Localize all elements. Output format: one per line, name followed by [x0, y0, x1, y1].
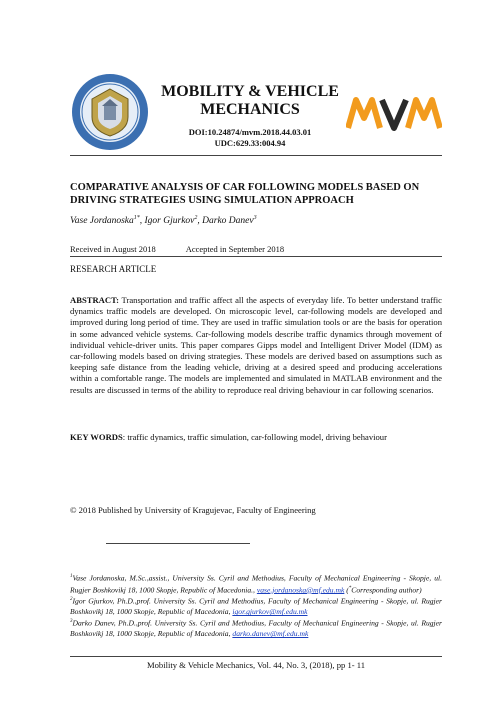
- footnote-marker: 1: [70, 574, 73, 579]
- footnotes: [70, 572, 442, 639]
- keywords-label: KEY WORDS: [70, 432, 123, 442]
- footnote: [70, 617, 442, 639]
- page-footer-citation: Mobility & Vehicle Mechanics, Vol. 44, No. 3, (2018), pp 1- 11: [146, 660, 366, 670]
- author-affiliation: 1*: [133, 215, 140, 221]
- doi-block: [150, 127, 350, 149]
- accepted-date: Accepted in September 2018: [185, 244, 285, 254]
- abstract: [70, 295, 442, 396]
- footnote-marker: 2: [70, 597, 73, 603]
- author-name: Igor Gjurkov: [144, 216, 195, 227]
- article-type: RESEARCH ARTICLE: [70, 264, 157, 274]
- author-email-link[interactable]: darko.danev@mf.edu.mk: [232, 629, 309, 639]
- keywords: [70, 432, 442, 443]
- abstract-label: ABSTRACT:: [70, 295, 120, 305]
- footnote-divider: [106, 543, 250, 544]
- doi: DOI:10.24874/mvm.2018.44.03.01: [188, 127, 312, 137]
- footnote-text-prefix: (: [344, 585, 349, 595]
- author-email-link[interactable]: vase.jordanoska@mf.edu.mk: [256, 585, 345, 595]
- author-separator: ,: [139, 216, 145, 227]
- footer-divider: [70, 656, 442, 657]
- keywords-text: : traffic dynamics, traffic simulation, car-following model, driving behaviour: [122, 432, 387, 442]
- author-email-link[interactable]: igor.gjurkov@mf.edu.mk: [232, 607, 308, 617]
- footnote-text: Darko Danev, Ph.D.,prof. University Ss. Cyril and Methodius, Faculty of Mechanical Engineering - Skopje, ul. Rugjer Boshkovikj 18, 1000 Skopje, Republic of Macedonia,: [70, 618, 442, 639]
- paper-title: COMPARATIVE ANALYSIS OF CAR FOLLOWING MODELS BASED ON DRIVING STRATEGIES USING SIMULATION APPROACH: [70, 182, 420, 206]
- copyright-notice: © 2018 Published by University of Kragujevac, Faculty of Engineering: [70, 505, 316, 515]
- footnote-marker: *: [348, 585, 352, 591]
- author-name: Vase Jordanoska: [70, 216, 134, 227]
- received-date: Received in August 2018: [70, 244, 156, 254]
- author-separator: ,: [197, 216, 203, 227]
- footnote: [70, 595, 442, 617]
- udc: UDC:629.33:004.94: [214, 138, 286, 148]
- footnote-text: Vase Jordanoska, M.Sc.,assist., University Ss. Cyril and Methodius, Faculty of Mechanical Engineering - Skopje, ul. Rugjer Boshkovikj 18, 1000 Skopje, Republic of Macedonia.,: [70, 573, 442, 595]
- author-list: [70, 215, 430, 226]
- university-seal-logo: [70, 72, 150, 152]
- dates-divider: [70, 256, 442, 257]
- footnote-text: Igor Gjurkov, Ph.D.,prof. University Ss. Cyril and Methodius, Faculty of Mechanical Engineering - Skopje, ul. Rugjer Boshkovikj 18, 1000 Skopje, Republic of Macedonia,: [70, 597, 442, 617]
- author-affiliation: 3: [253, 215, 257, 221]
- author-affiliation: 2: [194, 215, 198, 221]
- header-divider: [70, 155, 442, 156]
- publication-dates: [70, 244, 430, 254]
- mvm-logo: [346, 92, 442, 132]
- footnote-text-after: Corresponding author): [351, 585, 422, 595]
- author-name: Darko Danev: [202, 216, 254, 227]
- footnote-marker: 3: [70, 619, 73, 625]
- abstract-text: Transportation and traffic affect all the aspects of everyday life. To better understand traffic dynamics traffic models are developed. On microscopic level, car-following models are developed and improved during long period of time. They are used in traffic simulation tools or are the basis for operation in some advanced vehicle systems. Car-following models describe traffic dynamics through movement of individual vehicle-driver units. This paper compares Gipps model and Intelligent Driver Model (IDM) as car-following models based on driving strategies. These models are derived based on assumptions such as keeping safe distance from the leading vehicle, driving at a desired speed and producing accelerations within a comfortable range. The models are implemented and simulated in MATLAB environment and the results are discussed in terms of the ability to reproduce real driving behaviour in car following scenarios.: [70, 295, 442, 395]
- journal-title: MOBILITY & VEHICLE MECHANICS: [161, 83, 339, 118]
- footnote: [70, 572, 442, 595]
